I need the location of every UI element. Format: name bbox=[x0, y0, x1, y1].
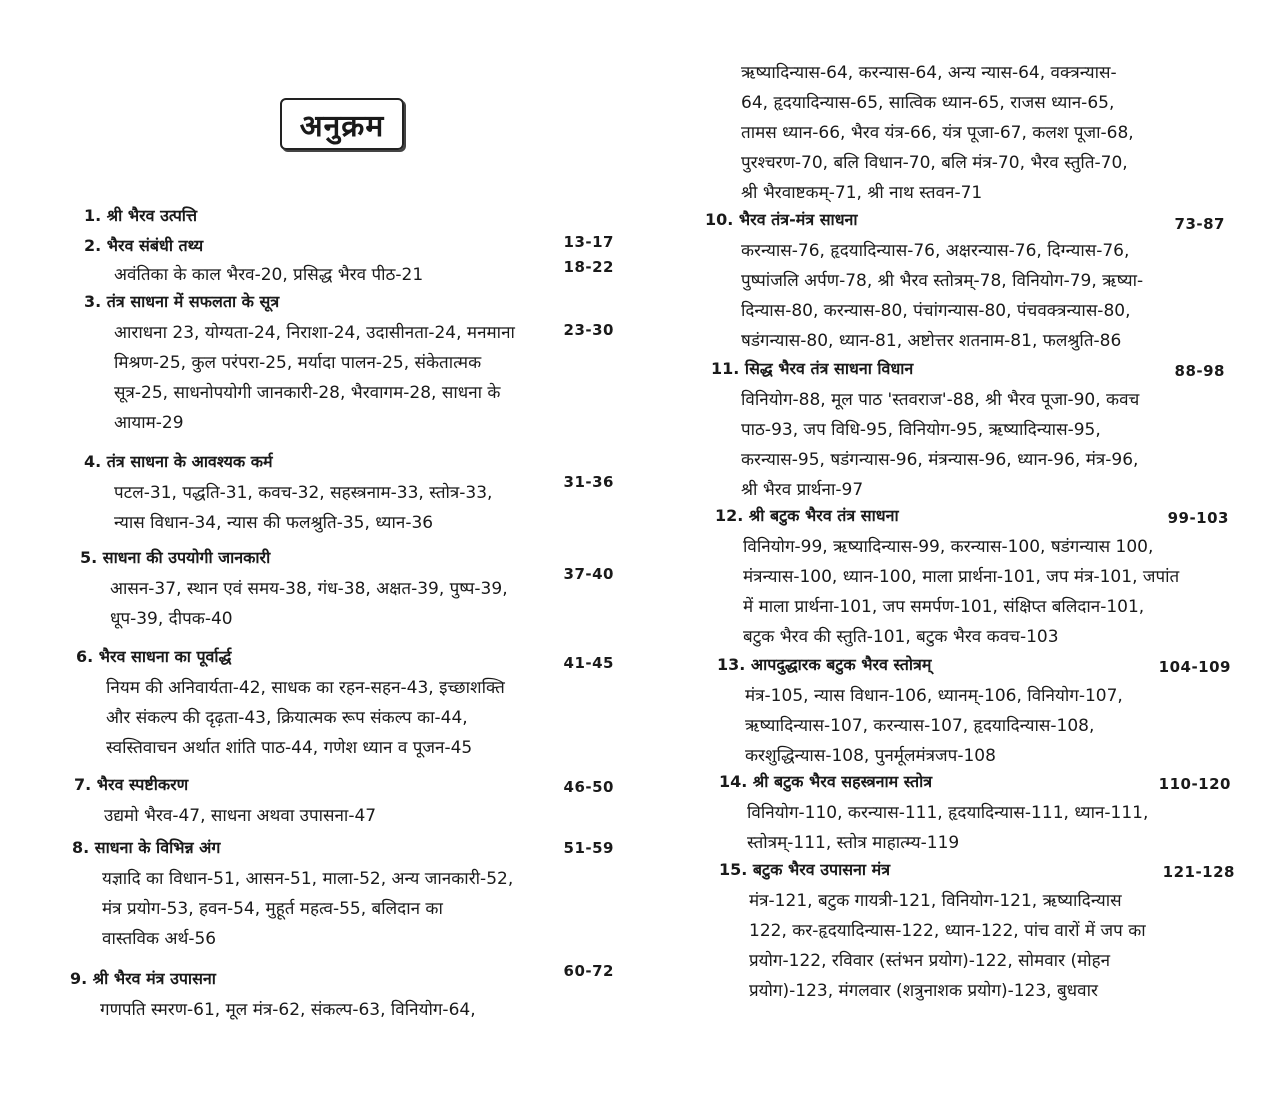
entry-line: करन्यास-95, षडंगन्यास-96, मंत्रन्यास-96, ध्यान-96, मंत्र-96, bbox=[741, 450, 1139, 470]
entry-line: पुष्पांजलि अर्पण-78, श्री भैरव स्तोत्रम्-78, विनियोग-79, ऋष्या- bbox=[741, 271, 1144, 291]
entry-line: यज्ञादि का विधान-51, आसन-51, माला-52, अन्य जानकारी-52, bbox=[102, 869, 514, 889]
entry-title: बटुक भैरव उपासना मंत्र bbox=[752, 860, 891, 879]
entry-line: दिन्यास-80, करन्यास-80, पंचांगन्यास-80, पंचवक्त्रन्यास-80, bbox=[741, 301, 1131, 321]
entry-line: पुरश्चरण-70, बलि विधान-70, बलि मंत्र-70, भैरव स्तुति-70, bbox=[741, 153, 1128, 173]
entry-title: साधना की उपयोगी जानकारी bbox=[102, 548, 271, 567]
entry-title: भैरव संबंधी तथ्य bbox=[106, 236, 204, 255]
toc-entry-12 bbox=[715, 504, 1229, 652]
entry-line: करन्यास-76, हृदयादिन्यास-76, अक्षरन्यास-76, दिग्न्यास-76, bbox=[741, 241, 1130, 261]
entry-line: उद्यमो भैरव-47, साधना अथवा उपासना-47 bbox=[104, 806, 377, 826]
entry-line: आराधना 23, योग्यता-24, निराशा-24, उदासीनता-24, मनमाना bbox=[114, 323, 515, 343]
entry-pages: 13-17 bbox=[563, 233, 614, 251]
entry-line: श्री भैरव प्रार्थना-97 bbox=[741, 480, 864, 500]
entry-line: मंत्रन्यास-100, ध्यान-100, माला प्रार्थना-101, जप मंत्र-101, जपांत bbox=[743, 567, 1180, 587]
entry-line: विनियोग-88, मूल पाठ 'स्तवराज'-88, श्री भैरव पूजा-90, कवच bbox=[741, 390, 1140, 410]
entry-title: भैरव स्पष्टीकरण bbox=[96, 775, 189, 794]
entry-pages: 60-72 bbox=[563, 962, 614, 980]
entry-number: 3. bbox=[84, 292, 102, 311]
entry-title: श्री बटुक भैरव सहस्त्रनाम स्तोत्र bbox=[752, 772, 933, 791]
entry-line: स्तोत्रम्-111, स्तोत्र माहात्म्य-119 bbox=[747, 833, 960, 853]
entry-line: मंत्र-121, बटुक गायत्री-121, विनियोग-121, ऋष्यादिन्यास bbox=[749, 891, 1122, 911]
entry-line: अवंतिका के काल भैरव-20, प्रसिद्ध भैरव पीठ-21 bbox=[114, 265, 424, 285]
toc-entry-7 bbox=[74, 773, 614, 831]
toc-entry-15 bbox=[719, 858, 1235, 1006]
entry-line: मिश्रण-25, कुल परंपरा-25, मर्यादा पालन-25, संकेतात्मक bbox=[114, 353, 482, 373]
entry-title: भैरव तंत्र-मंत्र साधना bbox=[738, 210, 858, 229]
entry-number: 11. bbox=[711, 359, 740, 378]
entry-pages: 73-87 bbox=[1174, 215, 1225, 233]
entry-title: श्री बटुक भैरव तंत्र साधना bbox=[748, 506, 899, 525]
toc-entry-3 bbox=[84, 290, 614, 438]
entry-line: पटल-31, पद्धति-31, कवच-32, सहस्त्रनाम-33, स्तोत्र-33, bbox=[114, 483, 493, 503]
toc-entry-14 bbox=[719, 770, 1231, 858]
entry-number: 10. bbox=[705, 210, 734, 229]
toc-entry-10 bbox=[705, 208, 1225, 356]
toc-entry-5 bbox=[80, 546, 614, 634]
entry-line: नियम की अनिवार्यता-42, साधक का रहन-सहन-43, इच्छाशक्ति bbox=[106, 678, 505, 698]
entry-line: ऋष्यादिन्यास-107, करन्यास-107, हृदयादिन्यास-108, bbox=[745, 716, 1095, 736]
entry-pages: 23-30 bbox=[563, 321, 614, 339]
entry-number: 4. bbox=[84, 452, 102, 471]
toc-entry-8 bbox=[72, 836, 614, 954]
entry-title: तंत्र साधना में सफलता के सूत्र bbox=[106, 292, 280, 311]
entry-pages: 121-128 bbox=[1162, 863, 1235, 881]
entry-number: 2. bbox=[84, 236, 102, 255]
entry-line: प्रयोग-122, रविवार (स्तंभन प्रयोग)-122, सोमवार (मोहन bbox=[749, 951, 1111, 971]
entry-line: न्यास विधान-34, न्यास की फलश्रुति-35, ध्यान-36 bbox=[114, 513, 434, 533]
entry-line: में माला प्रार्थना-101, जप समर्पण-101, संक्षिप्त बलिदान-101, bbox=[743, 597, 1145, 617]
entry-number: 13. bbox=[717, 655, 746, 674]
entry-line: धूप-39, दीपक-40 bbox=[110, 609, 233, 629]
toc-entry-11 bbox=[711, 357, 1225, 505]
toc-entry-6 bbox=[76, 645, 614, 763]
entry-line: स्वस्तिवाचन अर्थात शांति पाठ-44, गणेश ध्यान व पूजन-45 bbox=[106, 738, 473, 758]
entry-line: करशुद्धिन्यास-108, पुनर्मूलमंत्रजप-108 bbox=[745, 746, 996, 766]
entry-title: तंत्र साधना के आवश्यक कर्म bbox=[106, 452, 273, 471]
entry-number: 8. bbox=[72, 838, 90, 857]
entry-line: आयाम-29 bbox=[114, 413, 184, 433]
entry-line: विनियोग-99, ऋष्यादिन्यास-99, करन्यास-100, षडंगन्यास 100, bbox=[743, 537, 1154, 557]
entry-line: सूत्र-25, साधनोपयोगी जानकारी-28, भैरवागम-28, साधना के bbox=[114, 383, 501, 403]
entry-title: श्री भैरव मंत्र उपासना bbox=[92, 969, 216, 988]
entry-line: षडंगन्यास-80, ध्यान-81, अष्टोत्तर शतनाम-81, फलश्रुति-86 bbox=[741, 331, 1122, 351]
entry-title: सिद्ध भैरव तंत्र साधना विधान bbox=[744, 359, 914, 378]
toc-entry-9 bbox=[70, 962, 614, 1025]
entry-number: 5. bbox=[80, 548, 98, 567]
entry-line: वास्तविक अर्थ-56 bbox=[102, 929, 217, 949]
entry-pages: 110-120 bbox=[1158, 775, 1231, 793]
entry-9-continuation bbox=[741, 58, 1134, 208]
toc-entry-1 bbox=[84, 204, 624, 228]
entry-pages-2: 18-22 bbox=[563, 258, 614, 276]
entry-line: तामस ध्यान-66, भैरव यंत्र-66, यंत्र पूजा-67, कलश पूजा-68, bbox=[741, 123, 1134, 143]
page-title: अनुक्रम bbox=[280, 98, 404, 150]
entry-pages: 41-45 bbox=[563, 654, 614, 672]
entry-line: मंत्र प्रयोग-53, हवन-54, मुहूर्त महत्व-55, बलिदान का bbox=[102, 899, 443, 919]
entry-line: ऋष्यादिन्यास-64, करन्यास-64, अन्य न्यास-64, वक्त्रन्यास- bbox=[741, 63, 1117, 83]
entry-title: श्री भैरव उत्पत्ति bbox=[106, 206, 197, 225]
toc-entry-2 bbox=[84, 234, 614, 290]
entry-line: पाठ-93, जप विधि-95, विनियोग-95, ऋष्यादिन्यास-95, bbox=[741, 420, 1101, 440]
entry-pages: 104-109 bbox=[1158, 658, 1231, 676]
entry-number: 15. bbox=[719, 860, 748, 879]
entry-line: 122, कर-हृदयादिन्यास-122, ध्यान-122, पांच वारों में जप का bbox=[749, 921, 1146, 941]
entry-title: आपदुद्धारक बटुक भैरव स्तोत्रम् bbox=[750, 655, 932, 674]
entry-line: और संकल्प की दृढ़ता-43, क्रियात्मक रूप संकल्प का-44, bbox=[106, 708, 468, 728]
entry-number: 6. bbox=[76, 647, 94, 666]
entry-line: 64, हृदयादिन्यास-65, सात्विक ध्यान-65, राजस ध्यान-65, bbox=[741, 93, 1115, 113]
entry-number: 1. bbox=[84, 206, 102, 225]
entry-pages: 99-103 bbox=[1167, 509, 1229, 527]
toc-entry-13 bbox=[717, 653, 1231, 771]
entry-line: गणपति स्मरण-61, मूल मंत्र-62, संकल्प-63, विनियोग-64, bbox=[100, 1000, 476, 1020]
entry-pages: 88-98 bbox=[1174, 362, 1225, 380]
entry-number: 7. bbox=[74, 775, 92, 794]
entry-line: प्रयोग)-123, मंगलवार (शत्रुनाशक प्रयोग)-123, बुधवार bbox=[749, 981, 1098, 1001]
toc-entry-4 bbox=[84, 450, 614, 538]
entry-number: 12. bbox=[715, 506, 744, 525]
entry-pages: 37-40 bbox=[563, 565, 614, 583]
entry-pages: 46-50 bbox=[563, 778, 614, 796]
entry-pages: 31-36 bbox=[563, 473, 614, 491]
entry-line: मंत्र-105, न्यास विधान-106, ध्यानम्-106, विनियोग-107, bbox=[745, 686, 1123, 706]
entry-number: 9. bbox=[70, 969, 88, 988]
entry-title: साधना के विभिन्न अंग bbox=[94, 838, 221, 857]
entry-line: आसन-37, स्थान एवं समय-38, गंध-38, अक्षत-39, पुष्प-39, bbox=[110, 579, 508, 599]
entry-line: बटुक भैरव की स्तुति-101, बटुक भैरव कवच-103 bbox=[743, 627, 1059, 647]
entry-number: 14. bbox=[719, 772, 748, 791]
entry-line: श्री भैरवाष्टकम्-71, श्री नाथ स्तवन-71 bbox=[741, 183, 983, 203]
entry-line: विनियोग-110, करन्यास-111, हृदयादिन्यास-111, ध्यान-111, bbox=[747, 803, 1149, 823]
entry-pages: 51-59 bbox=[563, 839, 614, 857]
entry-title: भैरव साधना का पूर्वार्द्ध bbox=[98, 647, 232, 666]
